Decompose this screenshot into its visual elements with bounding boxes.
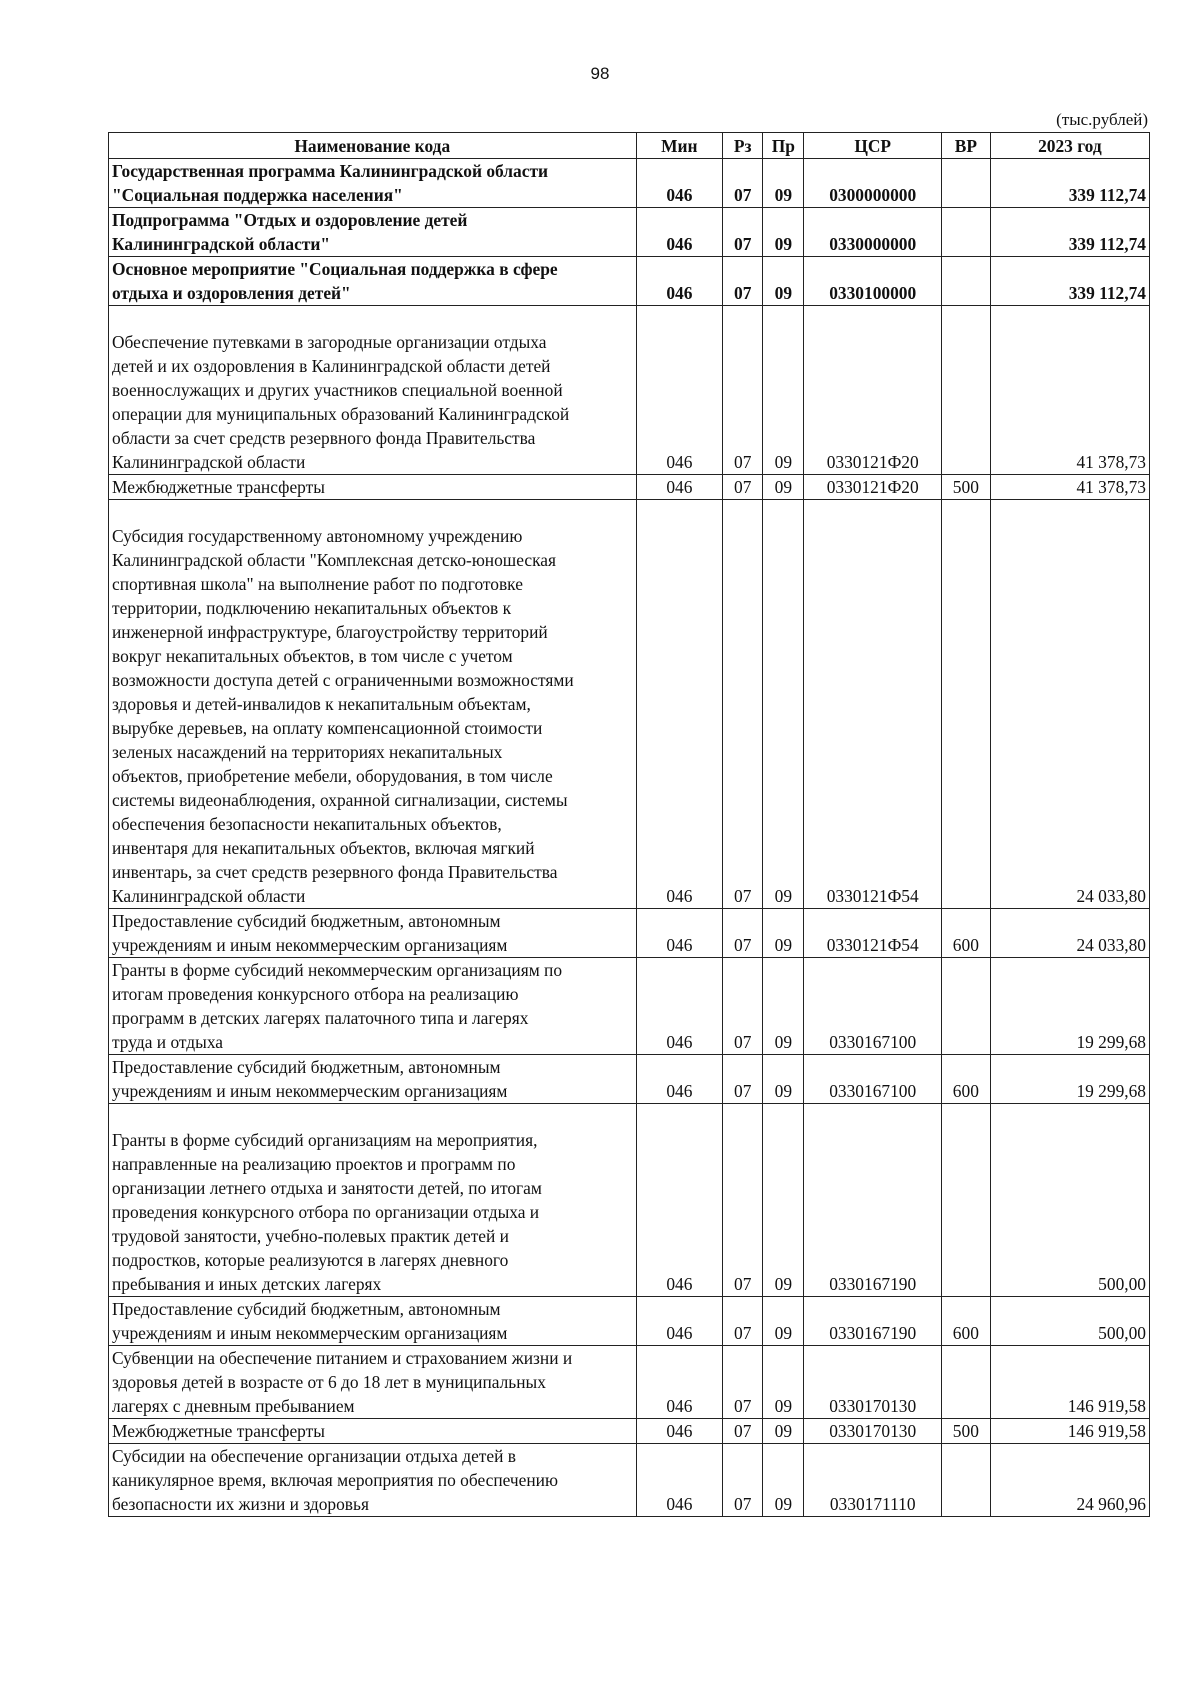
cell-pr: 09 [763, 475, 804, 500]
cell-min: 046 [636, 1346, 723, 1419]
cell-vr [941, 1346, 990, 1419]
cell-csr: 0330170130 [804, 1419, 942, 1444]
table-body [109, 159, 1150, 1517]
cell-csr: 0330121Ф54 [804, 500, 942, 909]
header-rz: Рз [723, 133, 763, 159]
cell-rz: 07 [723, 1297, 763, 1346]
cell-amount: 146 919,58 [990, 1346, 1149, 1419]
cell-min: 046 [636, 909, 723, 958]
units-label: (тыс.рублей) [1056, 110, 1148, 129]
header-amount: 2023 год [990, 133, 1149, 159]
cell-vr [941, 159, 990, 208]
cell-rz: 07 [723, 1444, 763, 1517]
cell-rz: 07 [723, 1419, 763, 1444]
cell-amount: 146 919,58 [990, 1419, 1149, 1444]
cell-csr: 0330121Ф20 [804, 306, 942, 475]
cell-amount: 24 033,80 [990, 500, 1149, 909]
table-row [109, 1419, 1150, 1444]
cell-pr: 09 [763, 1104, 804, 1297]
header-vr: ВР [941, 133, 990, 159]
cell-vr [941, 500, 990, 909]
cell-name: Межбюджетные трансферты [109, 1419, 637, 1444]
cell-rz: 07 [723, 1104, 763, 1297]
cell-min: 046 [636, 1419, 723, 1444]
cell-vr [941, 1104, 990, 1297]
cell-name: Субсидии на обеспечение организации отдыха детей в каникулярное время, включая мероприятия по обеспечению безопасности их жизни и здоровья [109, 1444, 637, 1517]
cell-amount: 339 112,74 [990, 257, 1149, 306]
cell-vr: 500 [941, 475, 990, 500]
cell-name: Субсидия государственному автономному учреждению Калининградской области "Комплексная детско-юношеская спортивная школа" на выполнение работ по подготовке территории, подключению некапитальных объектов к инженерной инфраструктуре, благоустройству территорий вокруг некапитальных объектов, в том числе с учетом возможности доступа детей с ограниченными возможностями здоровья и детей-инвалидов к некапитальным объектам, вырубке деревьев, на оплату компенсационной стоимости зеленых насаждений на территориях некапитальных объектов, приобретение мебели, оборудования, в том числе системы видеонаблюдения, охранной сигнализации, системы обеспечения безопасности некапитальных объектов, инвентаря для некапитальных объектов, включая мягкий инвентарь, за счет средств резервного фонда Правительства Калининградской области [109, 500, 637, 909]
cell-name: Основное мероприятие "Социальная поддержка в сфере отдыха и оздоровления детей" [109, 257, 637, 306]
cell-name: Гранты в форме субсидий некоммерческим организациям по итогам проведения конкурсного отбора на реализацию программ в детских лагерях палаточного типа и лагерях труда и отдыха [109, 958, 637, 1055]
table-row [109, 500, 1150, 909]
table-row [109, 475, 1150, 500]
cell-pr: 09 [763, 1346, 804, 1419]
table-row [109, 257, 1150, 306]
table-row [109, 159, 1150, 208]
cell-csr: 0330167100 [804, 1055, 942, 1104]
cell-name: Государственная программа Калининградской области "Социальная поддержка населения" [109, 159, 637, 208]
cell-rz: 07 [723, 475, 763, 500]
cell-amount: 19 299,68 [990, 958, 1149, 1055]
cell-vr [941, 306, 990, 475]
table-header-row [109, 133, 1150, 159]
cell-rz: 07 [723, 1055, 763, 1104]
cell-name: Предоставление субсидий бюджетным, автономным учреждениям и иным некоммерческим организациям [109, 1297, 637, 1346]
cell-min: 046 [636, 306, 723, 475]
table-row [109, 1346, 1150, 1419]
table-row [109, 306, 1150, 475]
cell-min: 046 [636, 1444, 723, 1517]
cell-pr: 09 [763, 208, 804, 257]
cell-pr: 09 [763, 909, 804, 958]
table-row [109, 208, 1150, 257]
cell-amount: 41 378,73 [990, 306, 1149, 475]
page-number: 98 [590, 64, 610, 83]
cell-min: 046 [636, 475, 723, 500]
cell-csr: 0330167190 [804, 1104, 942, 1297]
header-min: Мин [636, 133, 723, 159]
cell-min: 046 [636, 208, 723, 257]
cell-name: Предоставление субсидий бюджетным, автономным учреждениям и иным некоммерческим организациям [109, 909, 637, 958]
table-row [109, 1297, 1150, 1346]
cell-csr: 0330167100 [804, 958, 942, 1055]
cell-amount: 41 378,73 [990, 475, 1149, 500]
cell-pr: 09 [763, 1297, 804, 1346]
cell-rz: 07 [723, 958, 763, 1055]
cell-min: 046 [636, 159, 723, 208]
cell-min: 046 [636, 1055, 723, 1104]
header-csr: ЦСР [804, 133, 942, 159]
cell-pr: 09 [763, 1419, 804, 1444]
cell-name: Субвенции на обеспечение питанием и страхованием жизни и здоровья детей в возрасте от 6 до 18 лет в муниципальных лагерях с дневным пребыванием [109, 1346, 637, 1419]
cell-vr: 600 [941, 1297, 990, 1346]
cell-amount: 500,00 [990, 1297, 1149, 1346]
cell-csr: 0330121Ф54 [804, 909, 942, 958]
cell-pr: 09 [763, 306, 804, 475]
cell-vr [941, 1444, 990, 1517]
cell-amount: 24 960,96 [990, 1444, 1149, 1517]
table-row [109, 1055, 1150, 1104]
table-row [109, 1104, 1150, 1297]
header-pr: Пр [763, 133, 804, 159]
cell-amount: 19 299,68 [990, 1055, 1149, 1104]
table-row [109, 909, 1150, 958]
cell-rz: 07 [723, 1346, 763, 1419]
cell-vr: 500 [941, 1419, 990, 1444]
cell-pr: 09 [763, 1055, 804, 1104]
table-row [109, 1444, 1150, 1517]
cell-csr: 0330000000 [804, 208, 942, 257]
budget-table [108, 132, 1150, 1517]
cell-csr: 0330171110 [804, 1444, 942, 1517]
cell-amount: 24 033,80 [990, 909, 1149, 958]
cell-min: 046 [636, 1297, 723, 1346]
cell-name: Гранты в форме субсидий организациям на мероприятия, направленные на реализацию проектов и программ по организации летнего отдыха и занятости детей, по итогам проведения конкурсного отбора по организации отдыха и трудовой занятости, учебно-полевых практик детей и подростков, которые реализуются в лагерях дневного пребывания и иных детских лагерях [109, 1104, 637, 1297]
header-name: Наименование кода [109, 133, 637, 159]
cell-pr: 09 [763, 159, 804, 208]
cell-amount: 339 112,74 [990, 208, 1149, 257]
cell-rz: 07 [723, 208, 763, 257]
cell-rz: 07 [723, 909, 763, 958]
cell-min: 046 [636, 500, 723, 909]
cell-rz: 07 [723, 306, 763, 475]
cell-pr: 09 [763, 1444, 804, 1517]
cell-vr [941, 257, 990, 306]
cell-min: 046 [636, 257, 723, 306]
cell-vr [941, 958, 990, 1055]
cell-csr: 0330170130 [804, 1346, 942, 1419]
cell-rz: 07 [723, 500, 763, 909]
cell-csr: 0330167190 [804, 1297, 942, 1346]
table-row [109, 958, 1150, 1055]
cell-csr: 0330121Ф20 [804, 475, 942, 500]
cell-vr: 600 [941, 1055, 990, 1104]
cell-amount: 500,00 [990, 1104, 1149, 1297]
cell-min: 046 [636, 1104, 723, 1297]
cell-amount: 339 112,74 [990, 159, 1149, 208]
cell-csr: 0300000000 [804, 159, 942, 208]
cell-pr: 09 [763, 500, 804, 909]
cell-name: Обеспечение путевками в загородные организации отдыха детей и их оздоровления в Калининградской области детей военнослужащих и других участников специальной военной операции для муниципальных образований Калининградской области за счет средств резервного фонда Правительства Калининградской области [109, 306, 637, 475]
cell-name: Предоставление субсидий бюджетным, автономным учреждениям и иным некоммерческим организациям [109, 1055, 637, 1104]
cell-pr: 09 [763, 958, 804, 1055]
cell-vr: 600 [941, 909, 990, 958]
cell-name: Межбюджетные трансферты [109, 475, 637, 500]
cell-pr: 09 [763, 257, 804, 306]
cell-rz: 07 [723, 159, 763, 208]
cell-min: 046 [636, 958, 723, 1055]
cell-name: Подпрограмма "Отдых и оздоровление детей Калининградской области" [109, 208, 637, 257]
cell-csr: 0330100000 [804, 257, 942, 306]
cell-rz: 07 [723, 257, 763, 306]
cell-vr [941, 208, 990, 257]
